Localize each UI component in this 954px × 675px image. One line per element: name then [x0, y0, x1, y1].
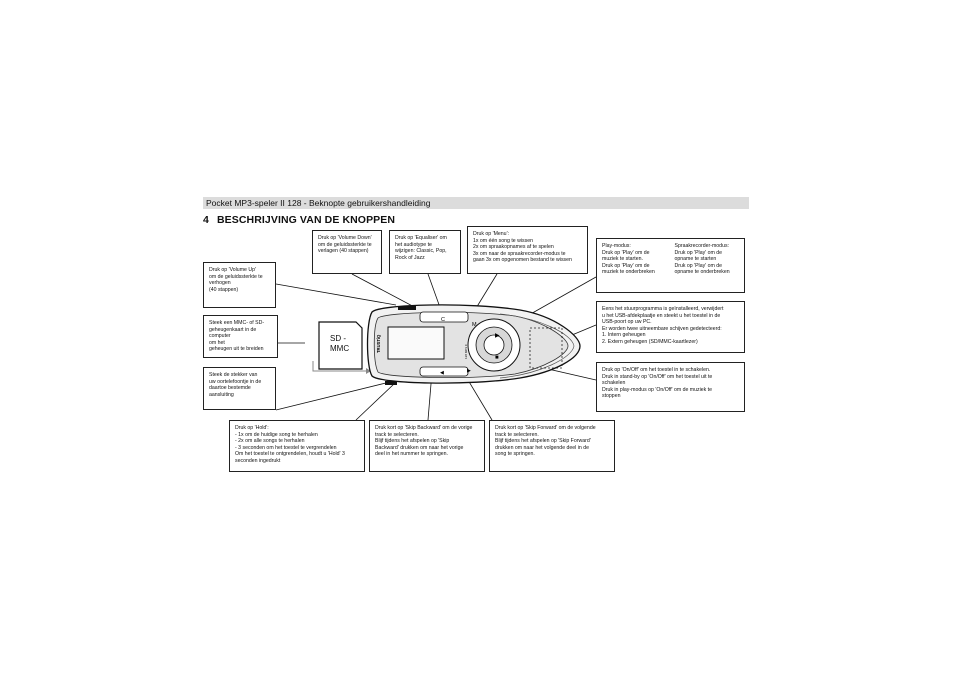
callout-skip-backward: Druk kort op 'Skip Backward' om de vorige track te selecteren. Blijf tijdens het afspelen op 'Skip Backward' drukken om naar het vorige deel in het nummer te springen. [369, 420, 485, 472]
leader-earphone [276, 382, 390, 410]
page-header: Pocket MP3-speler II 128 - Beknopte gebruikershandleiding [203, 197, 749, 209]
callout-usb: Eens het stuurprogramma is geïnstalleerd, verwijdert u het USB-afdekplaatje en steekt u het toestel in de USB-poort op uw PC. Er worden twee uitneembare schijven gedetecteerd: 1. Intern geheugen 2. Extern geheugen (SD/MMC-kaartlezer) [596, 301, 745, 353]
skip-backward-icon: ◀ [440, 370, 444, 376]
play-icon: ▶ [495, 333, 500, 339]
callout-sd-card: Steek een MMC- of SD- geheugenkaart in de computer om het geheugen uit te breiden [203, 315, 278, 358]
callout-on-off: Druk op 'On/Off' om het toestel in te schakelen. Druk in stand-by op 'On/Off' om het toestel uit te schakelen Druk in play-modus op 'On/Off' om de muziek te stoppen [596, 362, 745, 412]
callout-volume-up: Druk op 'Volume Up' om de geluidssterkte te verhogen (40 stappen) [203, 262, 276, 308]
section-heading: BESCHRIJVING VAN DE KNOPPEN [216, 214, 396, 226]
callout-skip-forward: Druk kort op 'Skip Forward' om de volgende track te selecteren. Blijf tijdens het afspelen op 'Skip Forward' drukken om naar het volgende deel in de song te springen. [489, 420, 615, 472]
skip-forward-icon: ▶ [467, 368, 471, 374]
callout-volume-down: Druk op 'Volume Down' om de geluidssterkte te verlagen (40 stappen) [312, 230, 382, 274]
callout-menu: Druk op 'Menu': 1x om één song te wissen 2x om spraakopnames af te spelen 3x om naar de spraakrecorder-modus te gaan 3x om opgenomen bestand te wissen [467, 226, 588, 274]
leader-volume-up [276, 284, 396, 305]
callout-equaliser: Druk op 'Equaliser' om het audiotype te wijzigen: Classic, Pop, Rock of Jazz [389, 230, 461, 274]
leader-volume-down [352, 274, 420, 310]
eq-button-label: C [441, 317, 445, 323]
stop-icon: ■ [495, 355, 499, 361]
section-number: 4 [203, 214, 209, 226]
callout-hold: Druk op 'Hold': - 1x om de huidige song te herhalen - 2x om alle songs te herhalen - 3 seconden om het toestel te vergrendelen Om het toestel te ontgrendelen, houdt u 'Hold' 3 seconden ingedrukt [229, 420, 365, 472]
callout-earphone: Steek de stekker van uw oortelefoontje in de daartoe bestemde aansluiting [203, 367, 276, 410]
sd-card-label: SD - MMC [330, 334, 350, 353]
voice-mode-text: Spraakrecorder-modus: Druk op 'Play' om de opname te starten Druk op 'Play' om de opname te onderbreken [674, 243, 730, 276]
brand-logo: TRUSTiQ [376, 334, 381, 353]
callout-play [596, 238, 745, 293]
player-body [368, 305, 581, 385]
menu-button-label: M [472, 322, 477, 328]
play-mode-text: Play-modus: Druk op 'Play' om de muziek te starten. Druk op 'Play' om de muziek te onderbreken [602, 243, 655, 276]
model-label: 128 MP3 II [464, 344, 468, 359]
